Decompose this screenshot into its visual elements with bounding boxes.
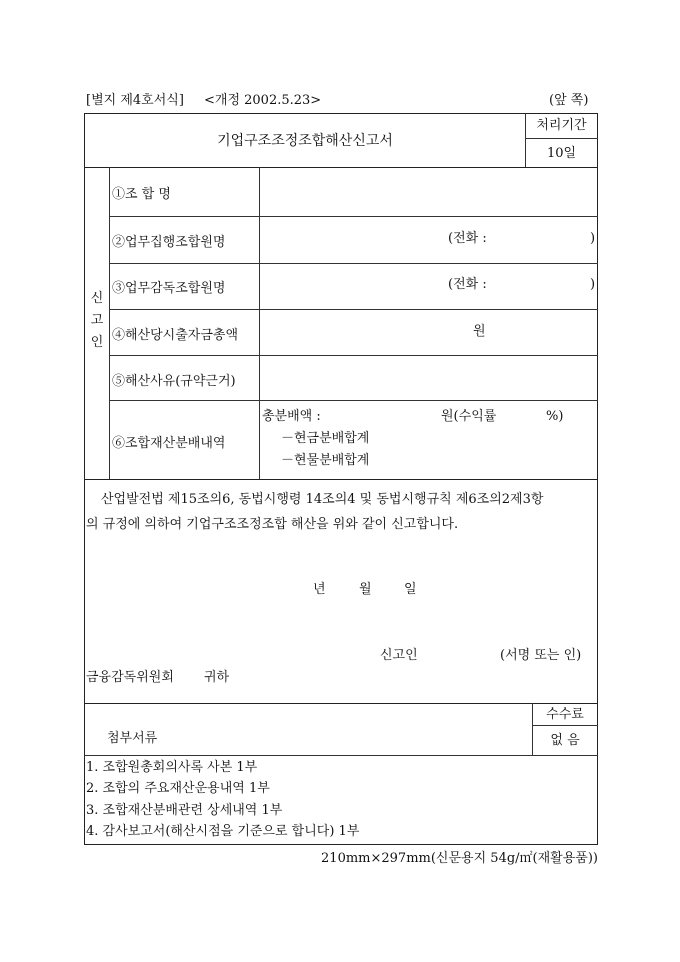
union-name-label: ①조 합 명 bbox=[112, 187, 171, 202]
divider bbox=[84, 755, 598, 756]
declaration-line-1: 산업발전법 제15조의6, 동법시행령 14조의4 및 동법시행규칙 제6조의2제3항 bbox=[101, 492, 544, 507]
recipient-honorific: 귀하 bbox=[204, 670, 230, 685]
divider bbox=[259, 167, 260, 479]
executive-phone-label: (전화 : bbox=[448, 231, 487, 246]
date-month: 월 bbox=[359, 582, 372, 597]
total-distribution-field[interactable] bbox=[335, 404, 435, 426]
paper-spec: 210mm×297mm(신문용지 54g/㎡(재활용품)) bbox=[321, 851, 598, 866]
applicant-signature-field[interactable] bbox=[428, 643, 498, 665]
page-side: (앞 쪽) bbox=[549, 93, 589, 108]
dissolution-reason-field[interactable] bbox=[262, 359, 595, 397]
applicant-section-label: 신 고 인 bbox=[90, 291, 104, 350]
union-name-field[interactable] bbox=[262, 172, 595, 212]
supervisory-phone-label: (전화 : bbox=[448, 277, 487, 292]
recipient-name: 금융감독위원회 bbox=[86, 670, 174, 685]
processing-period-label: 처리기간 bbox=[536, 118, 587, 133]
attachment-item: 2. 조합의 주요재산운용내역 1부 bbox=[86, 781, 270, 796]
distribution-details-label: ⑥조합재산분배내역 bbox=[112, 436, 226, 451]
divider bbox=[525, 138, 598, 139]
yield-label: 원(수익률 bbox=[441, 409, 497, 424]
yield-percent: %) bbox=[546, 409, 564, 424]
total-capital-unit: 원 bbox=[473, 324, 486, 339]
total-capital-label: ④해산당시출자금총액 bbox=[112, 328, 239, 343]
goods-distribution-label: －현물분배합계 bbox=[281, 453, 370, 468]
divider bbox=[84, 479, 598, 480]
applicant-signature-label: 신고인 bbox=[380, 648, 418, 663]
divider bbox=[109, 216, 598, 217]
form-title: 기업구조조정조합해산신고서 bbox=[217, 133, 393, 149]
divider bbox=[109, 400, 598, 401]
revision-date: <개정 2002.5.23> bbox=[204, 93, 322, 108]
fee-label: 수수료 bbox=[546, 707, 584, 722]
cash-distribution-label: －현금분배합계 bbox=[281, 431, 370, 446]
fee-value: 없 음 bbox=[550, 733, 580, 748]
attachment-item: 3. 조합재산분배관련 상세내역 1부 bbox=[86, 803, 283, 818]
divider bbox=[84, 703, 598, 704]
divider bbox=[109, 355, 598, 356]
divider bbox=[109, 309, 598, 310]
divider bbox=[532, 725, 598, 726]
form-number: [별지 제4호서식] bbox=[86, 93, 184, 108]
yield-field[interactable] bbox=[508, 404, 542, 426]
divider bbox=[109, 167, 110, 479]
divider bbox=[84, 167, 598, 168]
attachment-item: 1. 조합원총회의사록 사본 1부 bbox=[86, 760, 258, 775]
executive-member-label: ②업무집행조합원명 bbox=[112, 235, 226, 250]
supervisory-phone-close: ) bbox=[590, 277, 596, 292]
supervisory-member-field[interactable] bbox=[262, 267, 442, 305]
executive-phone-close: ) bbox=[590, 231, 596, 246]
supervisory-member-label: ③업무감독조합원명 bbox=[112, 281, 226, 296]
attachments-heading: 첨부서류 bbox=[107, 731, 158, 746]
dissolution-reason-label: ⑤해산사유(규약근거) bbox=[112, 374, 236, 389]
date-year: 년 bbox=[313, 582, 326, 597]
total-distribution-label: 총분배액 : bbox=[262, 409, 321, 424]
processing-period-value: 10일 bbox=[546, 146, 577, 161]
declaration-line-2: 의 규정에 의하여 기업구조조정조합 해산을 위와 같이 신고합니다. bbox=[86, 517, 459, 532]
divider bbox=[109, 263, 598, 264]
sign-or-seal: (서명 또는 인) bbox=[500, 648, 582, 663]
supervisory-phone-field[interactable] bbox=[500, 267, 588, 305]
attachment-item: 4. 감사보고서(해산시점을 기준으로 합니다) 1부 bbox=[86, 824, 360, 839]
executive-phone-field[interactable] bbox=[500, 220, 588, 260]
executive-member-field[interactable] bbox=[262, 220, 442, 260]
total-capital-field[interactable] bbox=[262, 313, 467, 351]
date-day: 일 bbox=[404, 582, 417, 597]
